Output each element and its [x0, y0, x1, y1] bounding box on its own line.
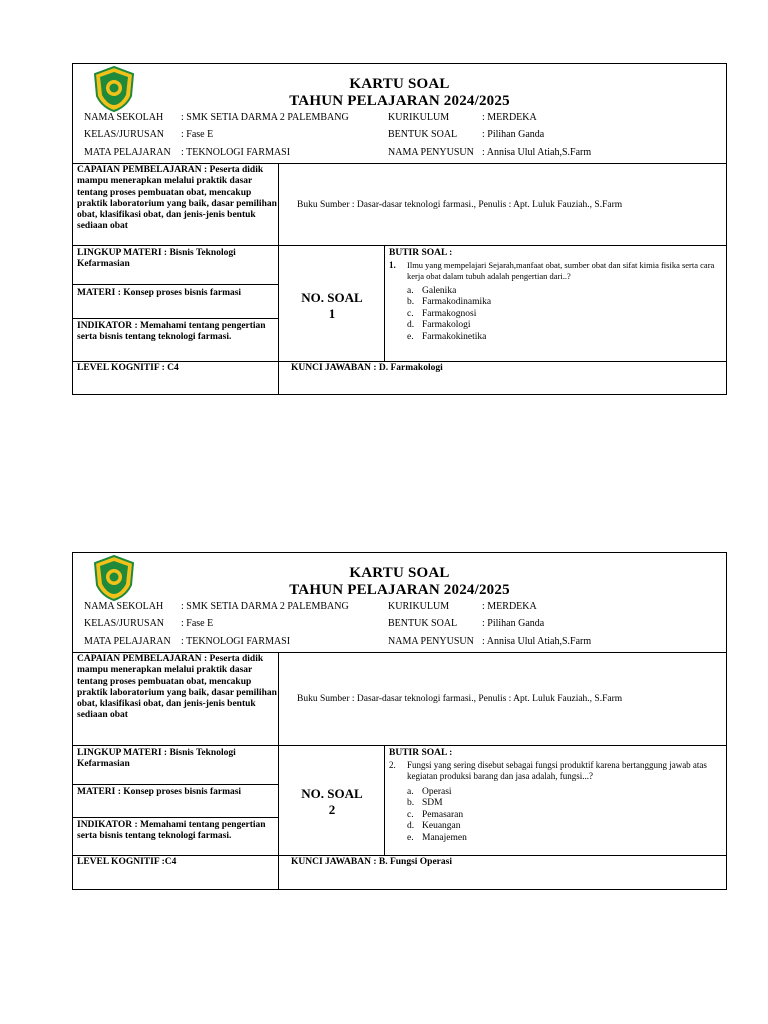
question-number: 1.: [389, 260, 396, 270]
bentuk-value: : Pilihan Ganda: [482, 618, 545, 629]
card-year: TAHUN PELAJARAN 2024/2025: [289, 582, 510, 598]
divider: [73, 245, 726, 246]
option-a: a. Galenika: [407, 286, 457, 296]
option-c: c. Farmakognosi: [407, 308, 477, 319]
option-b: b. Farmakodinamika: [407, 297, 492, 308]
penyusun-value: : Annisa Ulul Atiah,S.Farm: [482, 636, 592, 647]
buku-sumber: Buku Sumber : Dasar-dasar teknologi farmasi., Penulis : Apt. Luluk Fauziah., S.Farm: [297, 200, 623, 210]
question-text: Ilmu yang mempelajari Sejarah,manfaat obat, sumber obat dan sifat kimia fisika serta cara kerja obat dalam tubuh adalah pengertian dari..?: [407, 260, 715, 281]
materi: MATERI : Konsep proses bisnis farmasi: [77, 288, 242, 298]
divider: [73, 652, 726, 653]
divider: [73, 361, 726, 362]
lingkup-materi: LINGKUP MATERI : Bisnis Teknologi Kefarmasian: [77, 748, 236, 770]
question-text: Fungsi yang sering disebut sebagai fungsi produktif karena bertanggung jawab atas kegiatan produksi barang dan jasa adalah, fungsi...?: [407, 760, 707, 781]
divider: [73, 817, 279, 818]
kartu-soal-card-2: [72, 552, 727, 890]
kunci-jawaban: KUNCI JAWABAN : B. Fungsi Operasi: [291, 857, 452, 867]
bentuk-value: : Pilihan Ganda: [482, 129, 545, 140]
level-kognitif: LEVEL KOGNITIF : C4: [77, 363, 179, 373]
capaian-pembelajaran: CAPAIAN PEMBELAJARAN : Peserta didik mampu menerapkan melalui praktik dasar tentang proses pembuatan obat, mencakup praktik laboratorium yang baik, dasar pemilihan obat, klasifikasi obat, dan jenis-jenis bentuk sediaan obat: [77, 165, 277, 232]
nama-sekolah-label: NAMA SEKOLAH: [84, 112, 164, 123]
nama-sekolah-value: : SMK SETIA DARMA 2 PALEMBANG: [181, 601, 349, 612]
no-soal-label: NO. SOAL: [301, 786, 363, 801]
nama-sekolah-label: NAMA SEKOLAH: [84, 601, 164, 612]
mapel-value: : TEKNOLOGI FARMASI: [181, 636, 291, 647]
butir-soal-label: BUTIR SOAL :: [389, 748, 453, 758]
mapel-label: MATA PELAJARAN: [84, 147, 171, 158]
kartu-soal-card-1: [72, 63, 727, 395]
kurikulum-label: KURIKULUM: [388, 112, 450, 123]
option-d: d. Keuangan: [407, 821, 461, 832]
option-a: a. Operasi: [407, 787, 452, 797]
kelas-value: : Fase E: [181, 129, 214, 140]
divider: [73, 855, 726, 856]
no-soal-number: 1: [328, 306, 336, 321]
penyusun-label: NAMA PENYUSUN: [388, 147, 474, 158]
kelas-label: KELAS/JURUSAN: [84, 618, 165, 629]
kelas-label: KELAS/JURUSAN: [84, 129, 165, 140]
capaian-pembelajaran: CAPAIAN PEMBELAJARAN : Peserta didik mampu menerapkan melalui praktik dasar tentang proses pembuatan obat, mencakup praktik laboratorium yang baik, dasar pemilihan obat, klasifikasi obat, dan jenis-jenis bentuk sediaan obat: [77, 654, 277, 721]
divider: [73, 745, 726, 746]
option-e: e. Farmakokinetika: [407, 331, 487, 342]
answer-options: [407, 787, 467, 844]
divider: [73, 163, 726, 164]
option-d: d. Farmakologi: [407, 320, 471, 331]
kurikulum-value: : MERDEKA: [482, 601, 537, 612]
bentuk-label: BENTUK SOAL: [388, 618, 458, 629]
nama-sekolah-value: : SMK SETIA DARMA 2 PALEMBANG: [181, 112, 349, 123]
card-year: TAHUN PELAJARAN 2024/2025: [289, 93, 510, 109]
penyusun-label: NAMA PENYUSUN: [388, 636, 474, 647]
materi: MATERI : Konsep proses bisnis farmasi: [77, 787, 242, 797]
lingkup-materi: LINGKUP MATERI : Bisnis Teknologi Kefarmasian: [77, 248, 236, 270]
card-title: KARTU SOAL: [349, 565, 450, 581]
penyusun-value: : Annisa Ulul Atiah,S.Farm: [482, 147, 592, 158]
kunci-jawaban: KUNCI JAWABAN : D. Farmakologi: [291, 363, 443, 373]
option-e: e. Manajemen: [407, 832, 467, 843]
question-number: 2.: [389, 760, 396, 770]
option-c: c. Pemasaran: [407, 809, 464, 820]
level-kognitif: LEVEL KOGNITIF :C4: [77, 857, 177, 867]
indikator: INDIKATOR : Memahami tentang pengertian serta bisnis tentang teknologi farmasi.: [77, 820, 266, 842]
kurikulum-label: KURIKULUM: [388, 601, 450, 612]
divider: [73, 284, 279, 285]
no-soal-label: NO. SOAL: [301, 290, 363, 305]
buku-sumber: Buku Sumber : Dasar-dasar teknologi farmasi., Penulis : Apt. Luluk Fauziah., S.Farm: [297, 694, 623, 704]
no-soal-number: 2: [328, 802, 336, 817]
option-b: b. SDM: [407, 798, 443, 809]
answer-options: [407, 286, 491, 343]
kurikulum-value: : MERDEKA: [482, 112, 537, 123]
card-title: KARTU SOAL: [349, 76, 450, 92]
mapel-value: : TEKNOLOGI FARMASI: [181, 147, 291, 158]
butir-soal-label: BUTIR SOAL :: [389, 248, 453, 258]
kelas-value: : Fase E: [181, 618, 214, 629]
divider: [73, 784, 279, 785]
indikator: INDIKATOR : Memahami tentang pengertian serta bisnis tentang teknologi farmasi.: [77, 321, 266, 343]
mapel-label: MATA PELAJARAN: [84, 636, 171, 647]
bentuk-label: BENTUK SOAL: [388, 129, 458, 140]
divider: [73, 318, 279, 319]
